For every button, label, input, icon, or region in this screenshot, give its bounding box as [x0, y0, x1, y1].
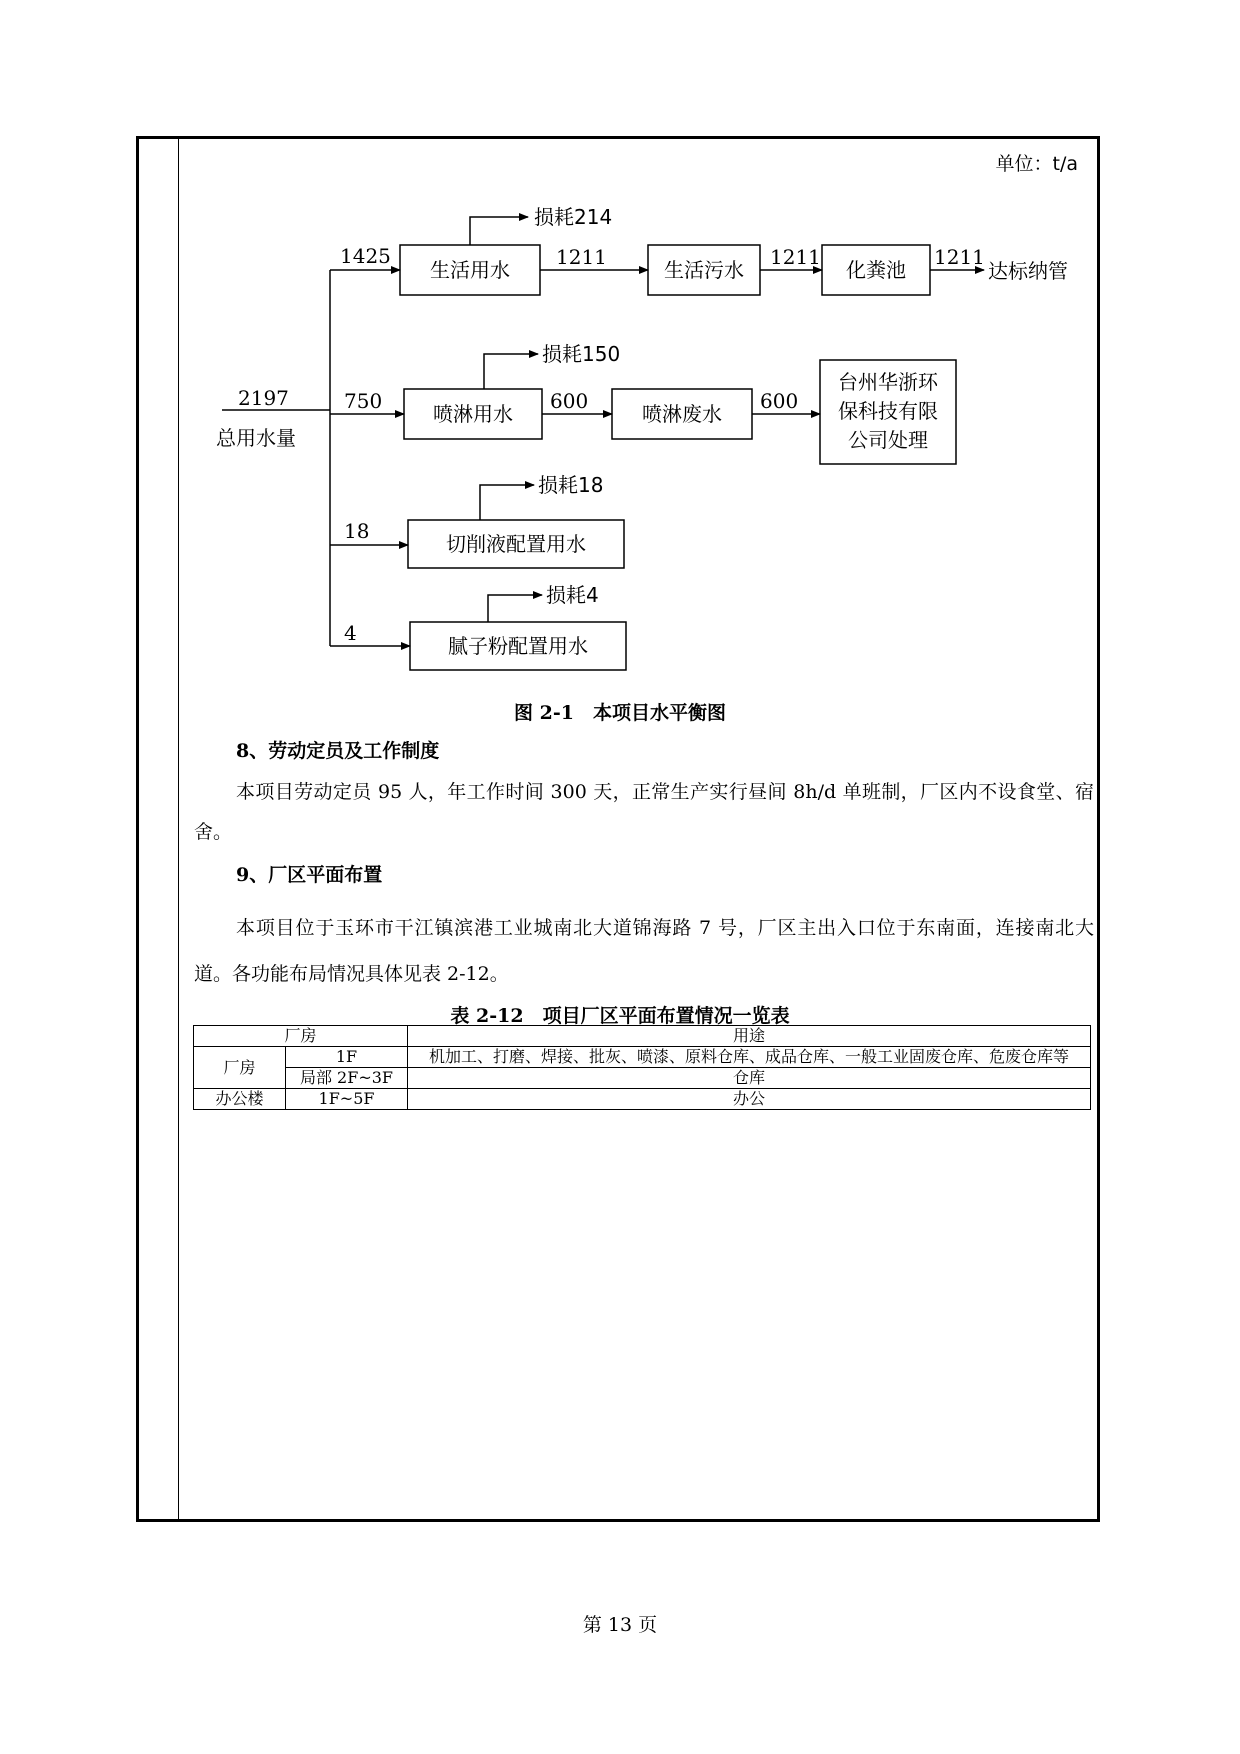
row1-out: 1211 [556, 245, 607, 269]
header-building: 厂房 [194, 1026, 408, 1047]
row2-box-label: 喷淋用水 [433, 402, 513, 426]
row2-box3-line2: 保科技有限 [838, 399, 938, 423]
cell-floor: 1F [286, 1047, 408, 1068]
figure-caption: 图 2-1 本项目水平衡图 [514, 702, 726, 724]
section9-heading: 9、厂区平面布置 [236, 864, 383, 886]
row4-inflow: 4 [344, 621, 357, 645]
section8-heading: 8、劳动定员及工作制度 [236, 740, 440, 762]
row2-box3-line1: 台州华浙环 [838, 370, 938, 394]
table-caption: 表 2-12 项目厂区平面布置情况一览表 [450, 1005, 790, 1027]
row3-loss-arrow [480, 485, 534, 520]
total-label: 总用水量 [216, 426, 296, 450]
total-value: 2197 [238, 386, 289, 410]
header-use: 用途 [408, 1026, 1091, 1047]
row1-box-label: 生活用水 [430, 258, 510, 282]
row4-loss: 损耗4 [546, 583, 599, 607]
row3-box-label: 切削液配置用水 [446, 532, 586, 556]
table-row [194, 1089, 1091, 1110]
table-row [194, 1047, 1091, 1068]
cell-floor: 局部 2F~3F [286, 1068, 408, 1089]
row1-loss-arrow [470, 217, 528, 245]
row2-out: 600 [550, 389, 589, 413]
layout-table [193, 1025, 1091, 1110]
row4-box-label: 腻子粉配置用水 [448, 634, 588, 658]
row1-end: 达标纳管 [988, 259, 1068, 283]
page-number: 第 13 页 [582, 1614, 658, 1636]
row1-out3: 1211 [934, 245, 985, 269]
cell-building-group: 厂房 [194, 1047, 286, 1089]
row2-box2-label: 喷淋废水 [642, 402, 722, 426]
row4-loss-arrow [488, 595, 542, 622]
row1-out2: 1211 [770, 245, 821, 269]
cell-office-use: 办公 [408, 1089, 1091, 1110]
cell-office-name: 办公楼 [194, 1089, 286, 1110]
row1-loss: 损耗214 [534, 205, 613, 229]
row1-inflow: 1425 [340, 244, 391, 268]
row2-loss: 损耗150 [542, 342, 621, 366]
table-header-row [194, 1026, 1091, 1047]
row2-loss-arrow [484, 354, 538, 389]
table-row [194, 1068, 1091, 1089]
row1-box2-label: 生活污水 [664, 258, 744, 282]
row1-box3-label: 化粪池 [846, 258, 906, 282]
cell-use: 仓库 [408, 1068, 1091, 1089]
row3-inflow: 18 [344, 519, 370, 543]
row3-loss: 损耗18 [538, 473, 604, 497]
row2-box3-line3: 公司处理 [848, 428, 928, 452]
cell-office-floor: 1F~5F [286, 1089, 408, 1110]
water-balance-diagram [0, 0, 1240, 700]
unit-label: 单位：t/a [995, 153, 1078, 175]
section8-text: 本项目劳动定员 95 人，年工作时间 300 天，正常生产实行昼间 8h/d 单班制，厂区内不设食堂、宿舍。 [194, 781, 1094, 843]
row2-out2: 600 [760, 389, 799, 413]
row2-inflow: 750 [344, 389, 383, 413]
cell-use: 机加工、打磨、焊接、批灰、喷漆、原料仓库、成品仓库、一般工业固废仓库、危废仓库等 [408, 1047, 1091, 1068]
section9-text: 本项目位于玉环市干江镇滨港工业城南北大道锦海路 7 号，厂区主出入口位于东南面，连接南北大道。各功能布局情况具体见表 2-12。 [194, 917, 1094, 985]
